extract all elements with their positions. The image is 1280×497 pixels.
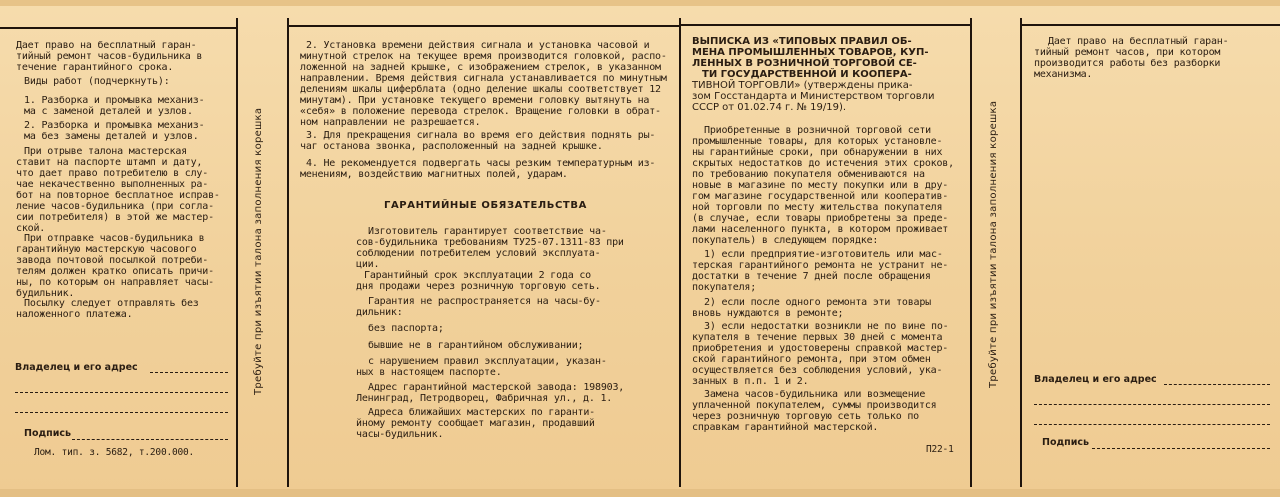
text-line: ма без замены деталей и узлов. [24, 131, 199, 142]
text-line: гарантийную мастерскую часового [16, 244, 197, 255]
text-line: тийный ремонт часов-будильника в [16, 51, 203, 62]
text-line: будильник. [16, 288, 75, 299]
text-line: Изготовитель гарантирует соответствие ча- [368, 226, 607, 237]
right-paragraph-4 [692, 321, 948, 387]
text-line: Замена часов-будильника или возмещение [704, 389, 926, 400]
text-line: ма с заменой деталей и узлов. [24, 106, 193, 117]
text-line: наложенного платежа. [16, 309, 133, 320]
text-line: 3) если недостатки возникли не по вине по- [704, 321, 949, 332]
text-line: При отрыве талона мастерская [24, 146, 187, 157]
text-line: часы-будильник. [356, 429, 444, 440]
text-line: завода почтовой посылкой потреби- [16, 255, 209, 266]
text-line: новые в магазине по месту покупки или в дру- [692, 180, 949, 191]
text-line: дня продажи через розничную торговую сеть. [356, 281, 601, 292]
signature-label-left: Подпись [24, 428, 72, 439]
text-line: сии потребителя) в этой же мастер- [16, 212, 214, 223]
left-paragraph-7 [16, 298, 199, 320]
middle-paragraph-2 [300, 130, 655, 152]
text-line: ны, по которым он направляет часы- [16, 277, 214, 288]
owner-line-right-3 [1034, 424, 1270, 425]
text-line: соблюдении потребителем условий эксплуата- [356, 248, 601, 259]
owner-line-left-3 [15, 412, 228, 413]
title-line: зом Госстандарта и Министерством торговли [692, 91, 935, 102]
middle-paragraph-3 [300, 158, 655, 180]
far-right-paragraph-1 [1034, 36, 1228, 80]
right-paragraph-5 [692, 389, 936, 433]
divider-middle-right [679, 18, 681, 487]
text-line: Приобретенные в розничной торговой сети [704, 125, 931, 136]
text-line: покупатель) в следующем порядке: [692, 235, 879, 246]
text-line: ложенной на задней крышке, с изображением стрелок, в указанном [300, 62, 661, 73]
owner-line-right-1 [1164, 384, 1270, 385]
text-line: телям должен кратко описать причи- [16, 266, 214, 277]
text-line: 2. Разборка и промывка механиз- [24, 120, 205, 131]
owner-label-right: Владелец и его адрес [1034, 374, 1157, 385]
text-line: ской гарантийного ремонта, при этом обмен [692, 354, 931, 365]
text-line: 2) если после одного ремонта эти товары [704, 297, 931, 308]
right-paragraph-3 [692, 297, 931, 319]
text-line: терская гарантийного ремонта не устранит не- [692, 260, 949, 271]
text-line: ление часов-будильника (при согла- [16, 201, 214, 212]
middle-paragraph-1 [300, 40, 667, 128]
left-paragraph-5 [16, 146, 220, 234]
right-paragraph-2 [692, 249, 948, 293]
text-line: механизма. [1034, 69, 1093, 80]
text-line: ции. [356, 259, 380, 270]
text-line: делениям шкалы циферблата (одно деление шкалы соответствует 12 [300, 84, 661, 95]
text-line: с нарушением правил эксплуатации, указан- [368, 356, 607, 367]
text-line: через розничную торговую сеть только по [692, 411, 919, 422]
text-line: справкам гарантийной мастерской. [692, 422, 879, 433]
text-line: Адрес гарантийной мастерской завода: 198903, [368, 382, 625, 393]
title-line: ТИ ГОСУДАРСТВЕННОЙ И КООПЕРА- [702, 69, 912, 80]
signature-label-right: Подпись [1042, 437, 1090, 448]
text-line: сов-будильника требованиям ТУ25-07.1311-83 при [356, 237, 624, 248]
text-line: направлении. Время действия сигнала устанавливается по минутным [300, 73, 667, 84]
text-line: приобретения и удостоверены справкой мастер- [692, 343, 949, 354]
top-rule-farright [1021, 24, 1280, 26]
owner-line-left-2 [15, 392, 228, 393]
paper-top-edge [0, 0, 1280, 6]
title-line: МЕНА ПРОМЫШЛЕННЫХ ТОВАРОВ, КУП- [692, 47, 929, 58]
top-rule-middle [287, 25, 680, 27]
paper-bottom-edge [0, 489, 1280, 497]
text-line: (в случае, если товары приобретены за преде- [692, 213, 949, 224]
stub-label-right: Требуйте при изъятии талона заполнения корешка [988, 100, 999, 388]
text-line: бот на повторное бесплатное исправ- [16, 190, 220, 201]
text-line: занных в п.п. 1 и 2. [692, 376, 809, 387]
text-line: 1) если предприятие-изготовитель или мас- [704, 249, 943, 260]
text-line: минутам). При установке текущего времени головку вытянуть на [300, 95, 650, 106]
text-line: менениям, воздействию магнитных полей, ударам. [300, 169, 568, 180]
warranty-paragraph-3 [356, 296, 601, 318]
owner-label-left: Владелец и его адрес [15, 362, 138, 373]
text-line: 3. Для прекращения сигнала во время его действия поднять ры- [306, 130, 656, 141]
divider-stub-farright [1020, 18, 1022, 487]
right-paragraph-1 [692, 125, 954, 246]
text-line: Гарантийный срок эксплуатации 2 года со [364, 270, 591, 281]
warranty-paragraph-4 [368, 323, 444, 334]
text-line: ской. [16, 223, 46, 234]
text-line: ном направлении не разрешается. [300, 117, 481, 128]
text-line: ны гарантийные сроки, при обнаружении в них [692, 147, 943, 158]
title-line: СССР от 01.02.74 г. № 19/19). [692, 102, 847, 113]
signature-line-right [1092, 448, 1270, 449]
text-line: достатки в течение 7 дней после обращения [692, 271, 931, 282]
text-line: чае некачественно выполненных ра- [16, 179, 209, 190]
stub-label-left: Требуйте при изъятии талона заполнения корешка [253, 107, 264, 395]
warranty-paragraph-1 [356, 226, 624, 270]
left-paragraph-3 [24, 95, 204, 117]
divider-left-middle [287, 18, 289, 487]
text-line: уплаченной покупателем, суммы производится [692, 400, 937, 411]
divider-left-stub [236, 18, 238, 487]
warranty-paragraph-6 [356, 356, 607, 378]
owner-line-right-2 [1034, 404, 1270, 405]
text-line: Дает право на бесплатный гаран- [16, 40, 197, 51]
text-line: Гарантия не распространяется на часы-бу- [368, 296, 601, 307]
warranty-paragraph-7 [356, 382, 624, 404]
text-line: купателя в течение первых 30 дней с момента [692, 332, 943, 343]
text-line: ных в настоящем паспорте. [356, 367, 502, 378]
title-line: ТИВНОЙ ТОРГОВЛИ» (утверждены прика- [692, 80, 913, 91]
text-line: бывшие не в гарантийном обслуживании; [368, 340, 584, 351]
text-line: осуществляется без соблюдения условий, ука- [692, 365, 943, 376]
text-line: ной торговли по месту жительства покупателя [692, 202, 943, 213]
text-line: гом магазине государственной или кооператив- [692, 191, 949, 202]
text-line: вновь нуждаются в ремонте; [692, 308, 844, 319]
text-line: Виды работ (подчеркнуть): [24, 76, 170, 87]
text-line: течение гарантийного срока. [16, 62, 174, 73]
text-line: по требованию покупателя обмениваются на [692, 169, 925, 180]
warranty-paragraph-5 [368, 340, 583, 351]
print-mark: Лом. тип. з. 5682, т.200.000. [34, 447, 195, 458]
owner-line-left-1 [150, 372, 228, 373]
extract-title [692, 36, 935, 113]
text-line: скрытых недостатков до истечения этих сроков, [692, 158, 954, 169]
left-paragraph-1 [16, 40, 228, 73]
text-line: «себя» в положение перевода стрелок. Вращение головки в обрат- [300, 106, 661, 117]
text-line: без паспорта; [368, 323, 444, 334]
text-line: минутной стрелок на текущее время производится головкой, распо- [300, 51, 667, 62]
text-line: 1. Разборка и промывка механиз- [24, 95, 205, 106]
text-line: При отправке часов-будильника в [24, 233, 205, 244]
text-line: тийный ремонт часов, при котором [1034, 47, 1221, 58]
title-line: ВЫПИСКА ИЗ «ТИПОВЫХ ПРАВИЛ ОБ- [692, 36, 912, 47]
text-line: производится работы без разборки [1034, 58, 1221, 69]
divider-right-stub [970, 18, 972, 487]
text-line: что дает право потребителю в слу- [16, 168, 209, 179]
text-line: Дает право на бесплатный гаран- [1048, 36, 1229, 47]
left-paragraph-2 [24, 76, 170, 87]
left-paragraph-4 [24, 120, 204, 142]
warranty-title: ГАРАНТИЙНЫЕ ОБЯЗАТЕЛЬСТВА [384, 200, 587, 211]
text-line: ставит на паспорте штамп и дату, [16, 157, 203, 168]
signature-line-left [72, 439, 228, 440]
top-rule-right [680, 24, 970, 26]
text-line: йному ремонту сообщает магазин, продавший [356, 418, 595, 429]
text-line: Адреса ближайших мастерских по гаранти- [368, 407, 595, 418]
top-rule-left [0, 27, 236, 29]
left-paragraph-6 [16, 233, 214, 299]
text-line: Ленинград, Петродворец, Фабричная ул., д. 1. [356, 393, 613, 404]
warranty-paragraph-8 [356, 407, 595, 440]
title-line: ЛЕННЫХ В РОЗНИЧНОЙ ТОРГОВОЙ СЕ- [692, 58, 917, 69]
text-line: Посылку следует отправлять без [24, 298, 199, 309]
form-code: П22-1 [926, 444, 954, 455]
text-line: 4. Не рекомендуется подвергать часы резким температурным из- [306, 158, 656, 169]
text-line: лами населенного пункта, в котором проживает [692, 224, 949, 235]
text-line: покупателя; [692, 282, 757, 293]
text-line: дильник: [356, 307, 403, 318]
text-line: промышленные товары, для которых установле- [692, 136, 943, 147]
warranty-paragraph-2 [356, 270, 600, 292]
text-line: чаг останова звонка, расположенный на задней крышке. [300, 141, 603, 152]
text-line: 2. Установка времени действия сигнала и установка часовой и [306, 40, 650, 51]
